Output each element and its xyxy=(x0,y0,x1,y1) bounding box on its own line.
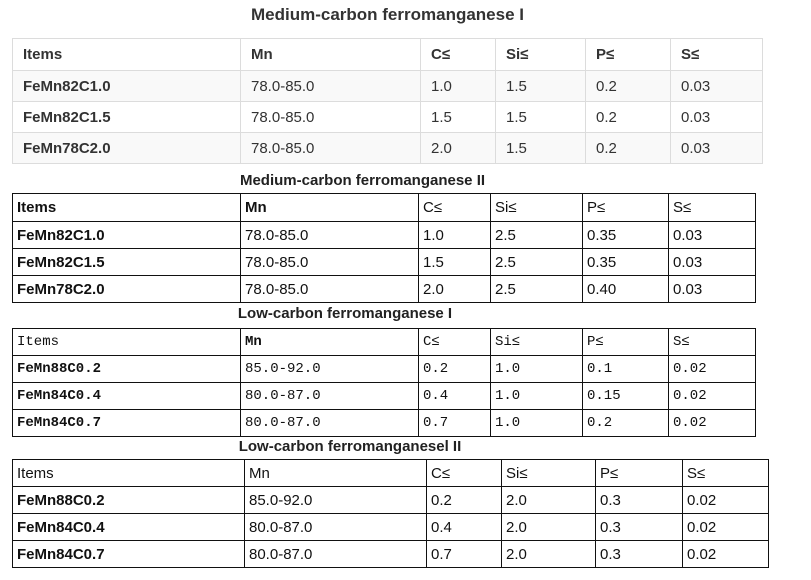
table-cell: FeMn82C1.0 xyxy=(13,71,241,102)
table-cell: 78.0-85.0 xyxy=(241,249,419,276)
table-row xyxy=(13,410,756,437)
header-row xyxy=(13,460,769,487)
table-cell: 85.0-92.0 xyxy=(245,487,427,514)
table-cell: 80.0-87.0 xyxy=(241,410,419,437)
header-row xyxy=(13,194,756,222)
table-cell: 0.7 xyxy=(419,410,491,437)
table-cell: 1.5 xyxy=(421,102,496,133)
table-cell: 2.5 xyxy=(491,222,583,249)
table-cell: 0.2 xyxy=(586,71,671,102)
table-cell: 0.03 xyxy=(669,276,756,303)
table-cell: 0.2 xyxy=(427,487,502,514)
table-cell: 78.0-85.0 xyxy=(241,71,421,102)
column-header: S≤ xyxy=(683,460,769,487)
table-title: Medium-carbon ferromanganese I xyxy=(250,5,524,24)
table-cell: 0.3 xyxy=(596,487,683,514)
table-cell: 2.0 xyxy=(502,514,596,541)
table-cell: 0.02 xyxy=(669,356,756,383)
column-header: Items xyxy=(13,39,241,71)
table-cell: 1.0 xyxy=(419,222,491,249)
table-cell: 78.0-85.0 xyxy=(241,276,419,303)
table-cell: 0.35 xyxy=(583,249,669,276)
table-cell: 1.5 xyxy=(496,71,586,102)
table-cell: FeMn84C0.4 xyxy=(13,383,241,410)
column-header: Items xyxy=(13,460,245,487)
table-row xyxy=(13,133,763,164)
table-cell: 78.0-85.0 xyxy=(241,102,421,133)
column-header: Mn xyxy=(241,39,421,71)
column-header: Si≤ xyxy=(491,329,583,356)
table-cell: 0.03 xyxy=(669,249,756,276)
table-cell: 1.0 xyxy=(491,410,583,437)
table-cell: 0.3 xyxy=(596,514,683,541)
table-cell: 0.1 xyxy=(583,356,669,383)
table-cell: FeMn84C0.7 xyxy=(13,410,241,437)
table-row xyxy=(13,276,756,303)
column-header: S≤ xyxy=(669,329,756,356)
header-row xyxy=(13,39,763,71)
table-cell: 0.03 xyxy=(671,102,763,133)
column-header: P≤ xyxy=(583,194,669,222)
table-cell: 1.5 xyxy=(496,133,586,164)
table-cell: 78.0-85.0 xyxy=(241,222,419,249)
table-cell: FeMn82C1.0 xyxy=(13,222,241,249)
table-cell: 2.5 xyxy=(491,276,583,303)
table-cell: FeMn82C1.5 xyxy=(13,102,241,133)
table-cell: 2.0 xyxy=(502,487,596,514)
column-header: Mn xyxy=(241,329,419,356)
table-cell: FeMn78C2.0 xyxy=(13,276,241,303)
table-cell: 0.03 xyxy=(671,133,763,164)
spec-table-low-carbon-1 xyxy=(12,328,756,437)
table-cell: 0.4 xyxy=(427,514,502,541)
table-cell: 0.2 xyxy=(586,102,671,133)
column-header: Si≤ xyxy=(496,39,586,71)
table-row xyxy=(13,102,763,133)
table-cell: 1.0 xyxy=(491,356,583,383)
column-header: S≤ xyxy=(669,194,756,222)
table-cell: FeMn84C0.7 xyxy=(13,541,245,568)
table-row xyxy=(13,514,769,541)
table-cell: 80.0-87.0 xyxy=(245,541,427,568)
table-cell: 0.02 xyxy=(683,514,769,541)
table-cell: 0.2 xyxy=(586,133,671,164)
table-cell: 80.0-87.0 xyxy=(241,383,419,410)
table-cell: FeMn78C2.0 xyxy=(13,133,241,164)
column-header: P≤ xyxy=(583,329,669,356)
column-header: P≤ xyxy=(596,460,683,487)
table-row xyxy=(13,71,763,102)
table-cell: FeMn84C0.4 xyxy=(13,514,245,541)
table-cell: 0.03 xyxy=(671,71,763,102)
table-cell: 80.0-87.0 xyxy=(245,514,427,541)
table-cell: 0.15 xyxy=(583,383,669,410)
column-header: P≤ xyxy=(586,39,671,71)
table-row xyxy=(13,356,756,383)
table-cell: 1.5 xyxy=(419,249,491,276)
table-cell: 1.5 xyxy=(496,102,586,133)
column-header: C≤ xyxy=(419,194,491,222)
table-cell: 0.3 xyxy=(596,541,683,568)
table-cell: 85.0-92.0 xyxy=(241,356,419,383)
table-cell: 0.40 xyxy=(583,276,669,303)
table-cell: 0.2 xyxy=(583,410,669,437)
table-cell: 0.02 xyxy=(683,541,769,568)
table-cell: FeMn88C0.2 xyxy=(13,487,245,514)
table-row xyxy=(13,383,756,410)
table-row xyxy=(13,249,756,276)
column-header: Items xyxy=(13,194,241,222)
table-cell: 2.0 xyxy=(421,133,496,164)
table-row xyxy=(13,222,756,249)
table-cell: 0.35 xyxy=(583,222,669,249)
column-header: C≤ xyxy=(419,329,491,356)
table-cell: 2.0 xyxy=(419,276,491,303)
column-header: Si≤ xyxy=(491,194,583,222)
column-header: Si≤ xyxy=(502,460,596,487)
column-header: S≤ xyxy=(671,39,763,71)
table-cell: 0.03 xyxy=(669,222,756,249)
table-cell: 2.0 xyxy=(502,541,596,568)
column-header: Mn xyxy=(245,460,427,487)
table-cell: 1.0 xyxy=(421,71,496,102)
table-row xyxy=(13,487,769,514)
spec-table-medium-carbon-2 xyxy=(12,193,756,303)
table-cell: 0.4 xyxy=(419,383,491,410)
spec-table-medium-carbon-1 xyxy=(12,38,763,164)
table-cell: FeMn88C0.2 xyxy=(13,356,241,383)
table-cell: 0.7 xyxy=(427,541,502,568)
table-cell: 0.02 xyxy=(669,383,756,410)
table-title: Low-carbon ferromanganese I xyxy=(237,305,453,322)
table-cell: FeMn82C1.5 xyxy=(13,249,241,276)
header-row xyxy=(13,329,756,356)
column-header: Items xyxy=(13,329,241,356)
table-cell: 0.02 xyxy=(683,487,769,514)
table-cell: 0.02 xyxy=(669,410,756,437)
column-header: C≤ xyxy=(427,460,502,487)
table-cell: 0.2 xyxy=(419,356,491,383)
table-cell: 78.0-85.0 xyxy=(241,133,421,164)
spec-table-low-carbon-2 xyxy=(12,459,769,568)
table-row xyxy=(13,541,769,568)
table-title: Low-carbon ferromanganesel II xyxy=(238,438,462,455)
table-title: Medium-carbon ferromanganese II xyxy=(239,172,486,189)
column-header: Mn xyxy=(241,194,419,222)
table-cell: 2.5 xyxy=(491,249,583,276)
column-header: C≤ xyxy=(421,39,496,71)
table-cell: 1.0 xyxy=(491,383,583,410)
